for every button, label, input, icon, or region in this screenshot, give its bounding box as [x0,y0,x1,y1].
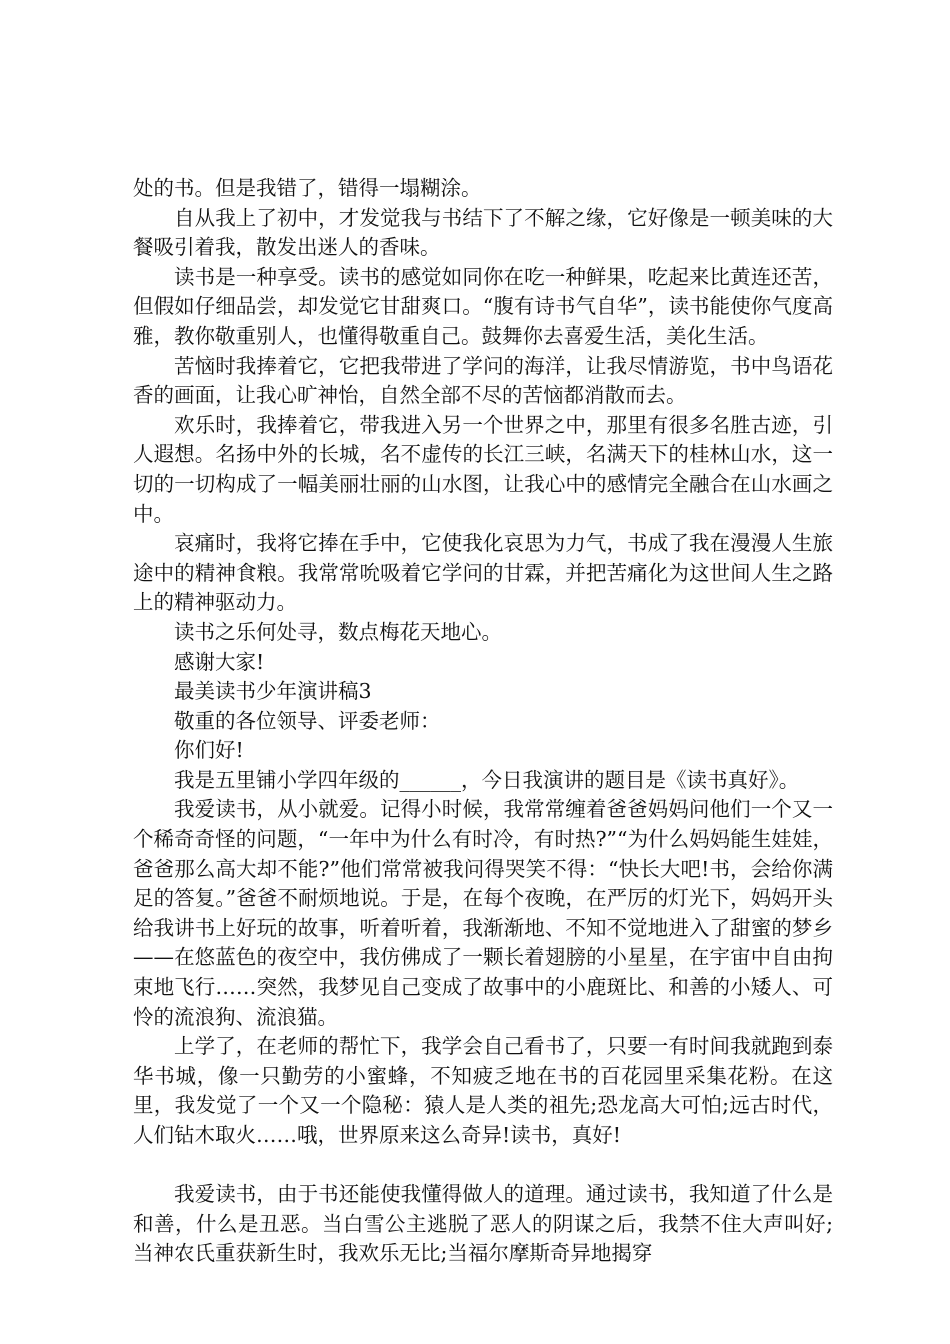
paragraph: 我爱读书，从小就爱。记得小时候，我常常缠着爸爸妈妈问他们一个又一个稀奇奇怪的问题，“一年中为什么有时冷，有时热?”“为什么妈妈能生娃娃，爸爸那么高大却不能?”他们常常被我问得哭笑不得：“快长大吧!书，会给你满足的答复。”爸爸不耐烦地说。于是，在每个夜晚，在严厉的灯光下，妈妈开头给我讲书上好玩的故事，听着听着，我渐渐地、不知不觉地进入了甜蜜的梦乡——在悠蓝色的夜空中，我仿佛成了一颗长着翅膀的小星星，在宇宙中自由拘束地飞行……突然，我梦见自己变成了故事中的小鹿斑比、和善的小矮人、可怜的流浪狗、流浪猫。 [133,797,833,1029]
blank-line [133,1151,833,1181]
salutation: 敬重的各位领导、评委老师： [174,708,441,733]
closing-line: 读书之乐何处寻，数点梅花天地心。 [174,619,502,644]
paragraph: 哀痛时，我将它捧在手中，它使我化哀思为力气，书成了我在漫漫人生旅途中的精神食粮。我常常吮吸着它学问的甘霖，并把苦痛化为这世间人生之路上的精神驱动力。 [133,531,833,615]
paragraph: 上学了，在老师的帮忙下，我学会自己看书了，只要一有时间我就跑到泰华书城，像一只勤劳的小蜜蜂，不知疲乏地在书的百花园里采集花粉。在这里，我发觉了一个又一个隐秘：猿人是人类的祖先;恐龙高大可怕;远古时代，人们钻木取火……哦，世界原来这么奇异!读书，真好! [133,1034,833,1147]
paragraph: 我爱读书，由于书还能使我懂得做人的道理。通过读书，我知道了什么是和善，什么是丑恶。当白雪公主逃脱了恶人的阴谋之后，我禁不住大声叫好;当神农氏重获新生时，我欢乐无比;当福尔摩斯奇异地揭穿 [133,1182,833,1266]
paragraph: 苦恼时我捧着它，它把我带进了学问的海洋，让我尽情游览，书中鸟语花香的画面，让我心旷神怡，自然全部不尽的苦恼都消散而去。 [133,353,833,408]
speech-title: 最美读书少年演讲稿3 [174,679,372,704]
paragraph: 我是五里铺小学四年级的______，今日我演讲的题目是《读书真好》。 [174,767,800,792]
thanks-line: 感谢大家! [174,649,265,674]
paragraph: 自从我上了初中，才发觉我与书结下了不解之缘，它好像是一顿美味的大餐吸引着我，散发出迷人的香味。 [133,205,833,260]
paragraph: 欢乐时，我捧着它，带我进入另一个世界之中，那里有很多名胜古迹，引人遐想。名扬中外的长城，名不虚传的长江三峡，名满天下的桂林山水，这一切的一切构成了一幅美丽壮丽的山水图，让我心中的感情完全融合在山水画之中。 [133,412,833,526]
document-body [133,174,833,1269]
paragraph-continued: 处的书。但是我错了，错得一塌糊涂。 [133,176,482,200]
paragraph: 读书是一种享受。读书的感觉如同你在吃一种鲜果，吃起来比黄连还苦，但假如仔细品尝，却发觉它甘甜爽口。“腹有诗书气自华”，读书能使你气度高雅，教你敬重别人，也懂得敬重自己。鼓舞你去喜爱生活，美化生活。 [133,264,833,348]
greeting: 你们好! [174,738,244,763]
